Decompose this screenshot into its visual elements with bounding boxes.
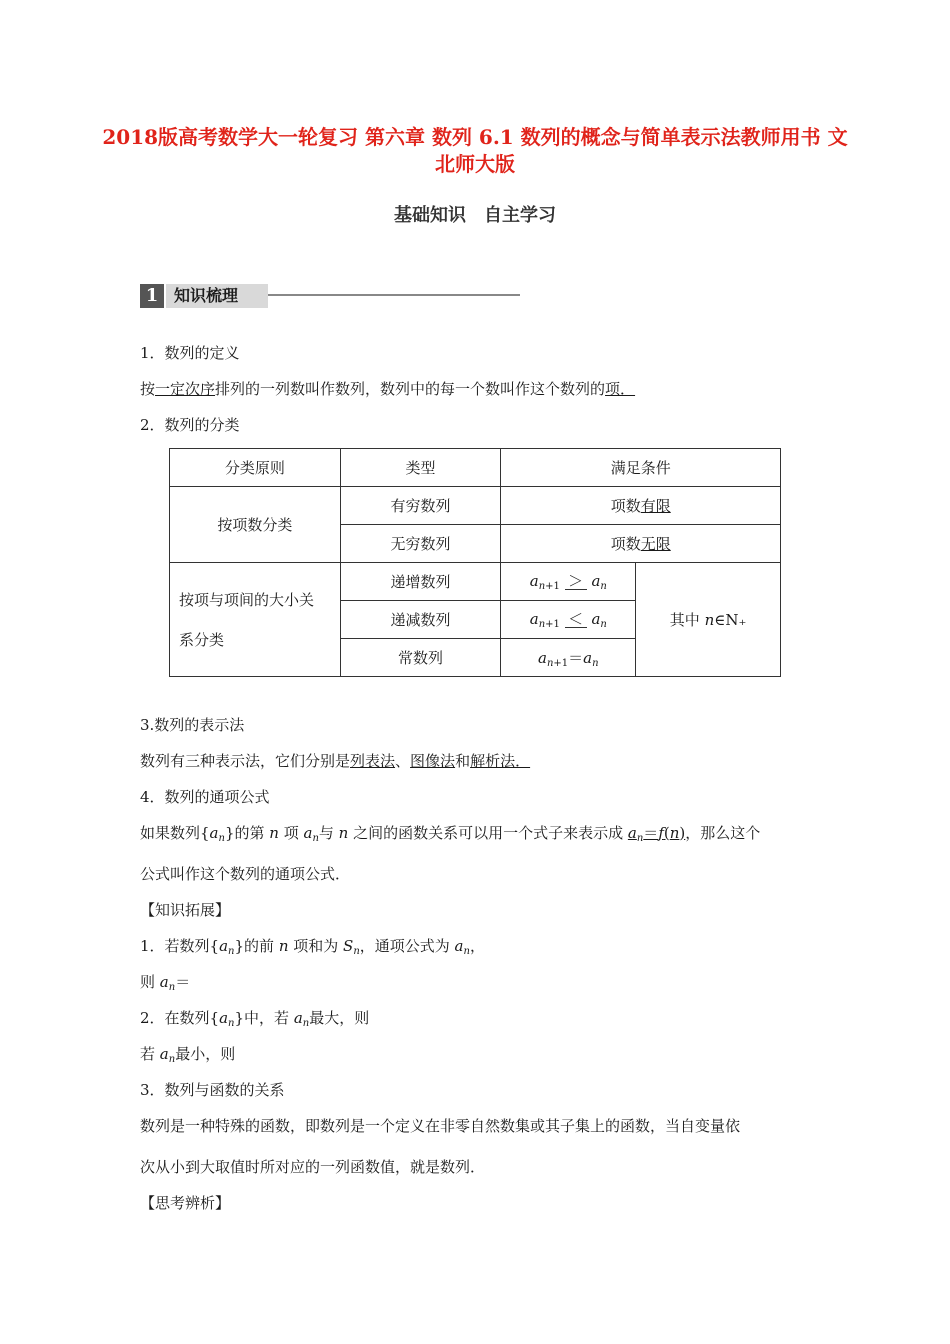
table-cell: 无穷数列 xyxy=(340,525,501,563)
table-cell: 递减数列 xyxy=(340,601,501,639)
section-subtitle: 基础知识 自主学习 xyxy=(394,205,556,226)
representation-text: 数列有三种表示法，它们分别是列表法、图像法和解析法． xyxy=(140,752,531,770)
table-header-row xyxy=(170,449,781,487)
table-cell: 项数有限 xyxy=(501,487,781,525)
extension-item-1: 1．若数列$\{a_n\}$的前 n 项和为 $S_n$，通项公式为 $a_n$， xyxy=(140,937,485,957)
section-number-badge: 1 xyxy=(140,284,164,308)
extension-item-3-line2: 次从小到大取值时所对应的一列函数值，就是数列． xyxy=(140,1158,486,1176)
table-header: 满足条件 xyxy=(501,449,781,487)
table-header: 类型 xyxy=(340,449,501,487)
heading-classification: 2．数列的分类 xyxy=(140,416,240,434)
definition-text: 按一定次序排列的一列数叫作数列，数列中的每一个数叫作这个数列的项． xyxy=(140,380,636,398)
table-note-cell: 其中 n∈N₊ xyxy=(636,563,781,677)
table-cell: 常数列 xyxy=(340,639,501,677)
table-cell: 递增数列 xyxy=(340,563,501,601)
heading-think-analyze: 【思考辨析】 xyxy=(140,1194,231,1212)
general-term-text-2: 公式叫作这个数列的通项公式． xyxy=(140,865,351,883)
table-row xyxy=(170,563,781,601)
table-cell: $a_{n+1} > a_n$ xyxy=(501,563,636,601)
extension-item-3-line1: 数列是一种特殊的函数，即数列是一个定义在非零自然数集或其子集上的函数，当自变量依 xyxy=(140,1117,741,1135)
table-group-cell: 按项数分类 xyxy=(170,487,341,563)
heading-representation: 3.数列的表示法 xyxy=(140,716,245,734)
heading-general-term: 4．数列的通项公式 xyxy=(140,788,270,806)
extension-item-2-line2: 若 $a_n$最小，则 xyxy=(140,1045,236,1065)
table-cell: 有穷数列 xyxy=(340,487,501,525)
extension-item-3-heading: 3．数列与函数的关系 xyxy=(140,1081,285,1099)
section-divider xyxy=(268,294,520,296)
table-row xyxy=(170,487,781,525)
extension-item-2: 2．在数列$\{a_n\}$中，若 $a_n$最大，则 xyxy=(140,1009,370,1029)
section-header xyxy=(140,284,520,308)
table-cell: 项数无限 xyxy=(501,525,781,563)
general-term-text: 如果数列$\{a_n\}$的第 n 项 $a_n$与 n 之间的函数关系可以用一个式子来表示成 $a_n=f(n)$，那么这个 xyxy=(140,824,761,844)
classification-table xyxy=(169,448,781,677)
document-title: 2018版高考数学大一轮复习 第六章 数列 6.1 数列的概念与简单表示法教师用书 文 北师大版 xyxy=(102,125,848,176)
extension-item-1-line2: 则 $a_n=$ xyxy=(140,973,191,993)
table-group-cell: 按项与项间的大小关 系分类 xyxy=(170,563,341,677)
table-cell: $a_{n+1}=a_n$ xyxy=(501,639,636,677)
table-cell: $a_{n+1} < a_n$ xyxy=(501,601,636,639)
table-header: 分类原则 xyxy=(170,449,341,487)
heading-knowledge-extension: 【知识拓展】 xyxy=(140,901,231,919)
section-label: 知识梳理 xyxy=(166,284,268,308)
heading-definition: 1．数列的定义 xyxy=(140,344,240,362)
